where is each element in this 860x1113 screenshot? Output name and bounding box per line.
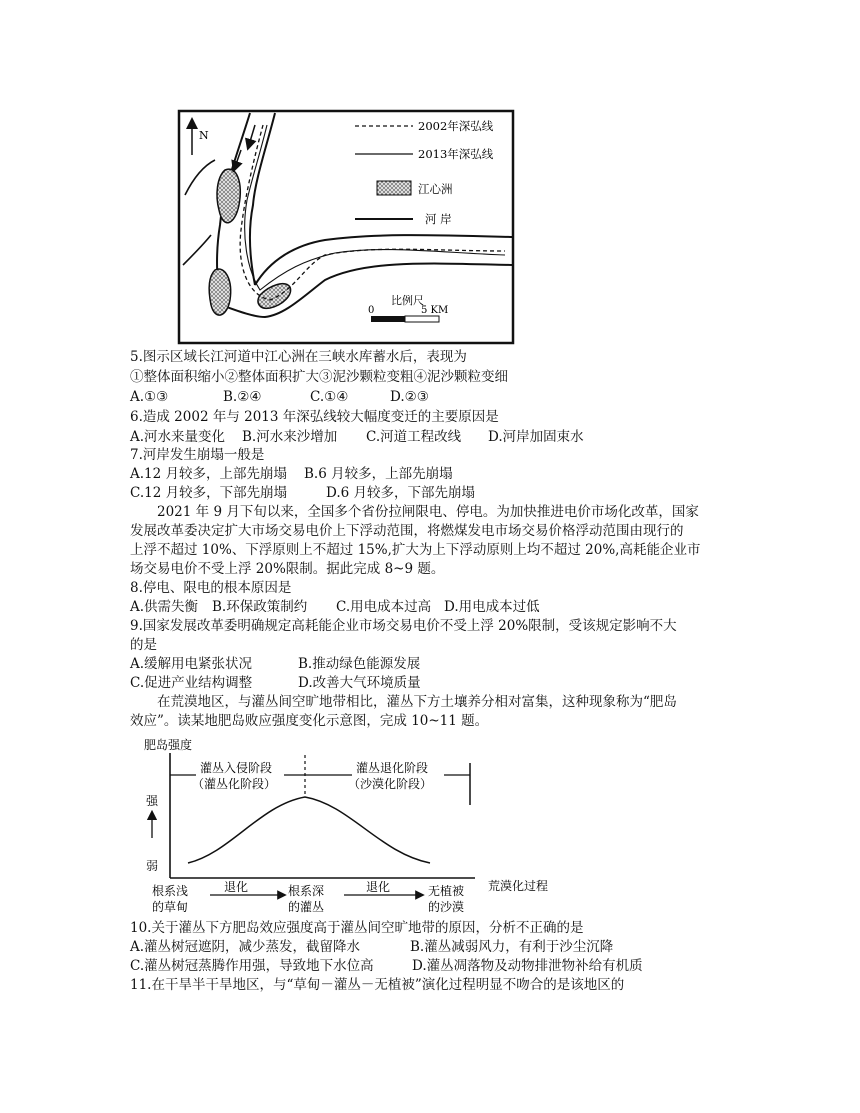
scale-title: 比例尺 bbox=[391, 294, 424, 307]
stage1-sub: （灌丛化阶段） bbox=[192, 777, 277, 791]
scale-zero: 0 bbox=[368, 305, 375, 316]
q5-option-d: D.②③ bbox=[390, 389, 429, 405]
q5-option-a: A.①③ bbox=[130, 389, 169, 405]
passage1-line4: 场交易电价不受上浮 20%限制。据此完成 8~9 题。 bbox=[130, 561, 445, 577]
legend-bank: 河 岸 bbox=[425, 212, 452, 226]
passage1-line1: 2021 年 9 月下旬以来，全国多个省份拉闸限电、停电。为加快推进电价市场化改革，国家 bbox=[157, 504, 699, 520]
q8-option-c: C.用电成本过高 bbox=[336, 599, 432, 615]
legend-2002: 2002年深弘线 bbox=[418, 119, 494, 133]
passage2-line1: 在荒漠地区，与灌丛间空旷地带相比，灌丛下方土壤养分相对富集，这种现象称为“肥岛 bbox=[157, 694, 677, 710]
q10-option-d: D.灌丛凋落物及动物排泄物补给有机质 bbox=[412, 958, 643, 974]
q5-option-b: B.②④ bbox=[223, 389, 262, 405]
q5-items: ①整体面积缩小②整体面积扩大③泥沙颗粒变粗④泥沙颗粒变细 bbox=[130, 369, 508, 385]
y-axis-label: 肥岛强度 bbox=[144, 738, 193, 752]
q6-option-a: A.河水来量变化 bbox=[130, 429, 226, 445]
q9-stem-line1: 9.国家发展改革委明确规定高耗能企业市场交易电价不受上浮 20%限制，受该规定影响不大 bbox=[130, 618, 677, 634]
q7-stem: 7.河岸发生崩塌一般是 bbox=[130, 447, 265, 463]
passage2-line2: 效应”。读某地肥岛败应强度变化示意图，完成 10~11 题。 bbox=[130, 713, 489, 729]
north-label: N bbox=[199, 129, 209, 142]
q8-option-a: A.供需失衡 bbox=[130, 599, 199, 615]
scale-bar bbox=[371, 316, 439, 322]
stage1-label: 灌丛入侵阶段 bbox=[200, 761, 273, 775]
x-left-label-2: 的草甸 bbox=[152, 900, 189, 914]
q7-option-c: C.12 月较多，下部先崩塌 bbox=[130, 485, 288, 501]
q6-option-b: B.河水来沙增加 bbox=[242, 429, 338, 445]
stage2-sub: （沙漠化阶段） bbox=[348, 777, 433, 791]
x-right-label-2: 的沙漠 bbox=[428, 900, 465, 914]
q10-option-b: B.灌丛减弱风力，有利于沙尘沉降 bbox=[410, 939, 614, 955]
stage2-label: 灌丛退化阶段 bbox=[356, 761, 429, 775]
q9-option-c: C.促进产业结构调整 bbox=[130, 675, 253, 691]
q7-option-b: B.6 月较多，上部先崩塌 bbox=[304, 466, 453, 482]
weak-label: 弱 bbox=[146, 859, 159, 873]
x-right-label: 无植被 bbox=[428, 884, 465, 898]
q9-stem-line2: 的是 bbox=[130, 637, 157, 653]
legend-2013: 2013年深弘线 bbox=[418, 147, 494, 161]
x-axis-label: 荒漠化过程 bbox=[488, 879, 549, 893]
q9-option-a: A.缓解用电紧张状况 bbox=[130, 656, 253, 672]
strong-label: 强 bbox=[146, 794, 159, 808]
q10-stem: 10.关于灌丛下方肥岛效应强度高于灌丛间空旷地带的原因，分析不正确的是 bbox=[130, 920, 584, 936]
q9-option-d: D.改善大气环境质量 bbox=[298, 675, 421, 691]
q5-option-c: C.①④ bbox=[310, 389, 349, 405]
q6-option-d: D.河岸加固束水 bbox=[488, 429, 584, 445]
q8-option-b: B.环保政策制约 bbox=[212, 599, 308, 615]
x-left-label: 根系浅 bbox=[152, 884, 189, 898]
q10-option-c: C.灌丛树冠蒸腾作用强，导致地下水位高 bbox=[130, 958, 374, 974]
q6-stem: 6.造成 2002 年与 2013 年深弘线较大幅度变迁的主要原因是 bbox=[130, 409, 499, 425]
scale-end: 5 KM bbox=[421, 305, 449, 316]
x-mid-label: 根系深 bbox=[288, 884, 325, 898]
passage1-line3: 上浮不超过 10%、下浮原则上不超过 15%,扩大为上下浮动原则上均不超过 20%,高耗能企业市 bbox=[130, 542, 701, 558]
x-mid-label-2: 的灌丛 bbox=[288, 900, 325, 914]
fertile-island-diagram bbox=[130, 735, 590, 920]
q7-option-d: D.6 月较多，下部先崩塌 bbox=[326, 485, 476, 501]
q6-option-c: C.河道工程改线 bbox=[366, 429, 462, 445]
passage1-line2: 发展改革委决定扩大市场交易电价上下浮动范围，将燃煤发电市场交易价格浮动范围由现行的 bbox=[130, 523, 684, 539]
q10-option-a: A.灌丛树冠遮阴，减少蒸发，截留降水 bbox=[130, 939, 361, 955]
q8-stem: 8.停电、限电的根本原因是 bbox=[130, 580, 292, 596]
legend-island: 江心洲 bbox=[418, 182, 453, 196]
q8-option-d: D.用电成本过低 bbox=[444, 599, 540, 615]
river-map bbox=[175, 95, 517, 347]
q5-stem: 5.图示区域长江河道中江心洲在三峡水库蓄水后，表现为 bbox=[130, 349, 467, 365]
q7-option-a: A.12 月较多，上部先崩塌 bbox=[130, 466, 288, 482]
arrow2-label: 退化 bbox=[366, 880, 391, 894]
q11-stem: 11.在干旱半干旱地区，与“草甸－灌丛－无植被”演化过程明显不吻合的是该地区的 bbox=[130, 977, 625, 993]
q9-option-b: B.推动绿色能源发展 bbox=[298, 656, 421, 672]
intensity-curve bbox=[188, 797, 430, 863]
arrow1-label: 退化 bbox=[224, 880, 249, 894]
